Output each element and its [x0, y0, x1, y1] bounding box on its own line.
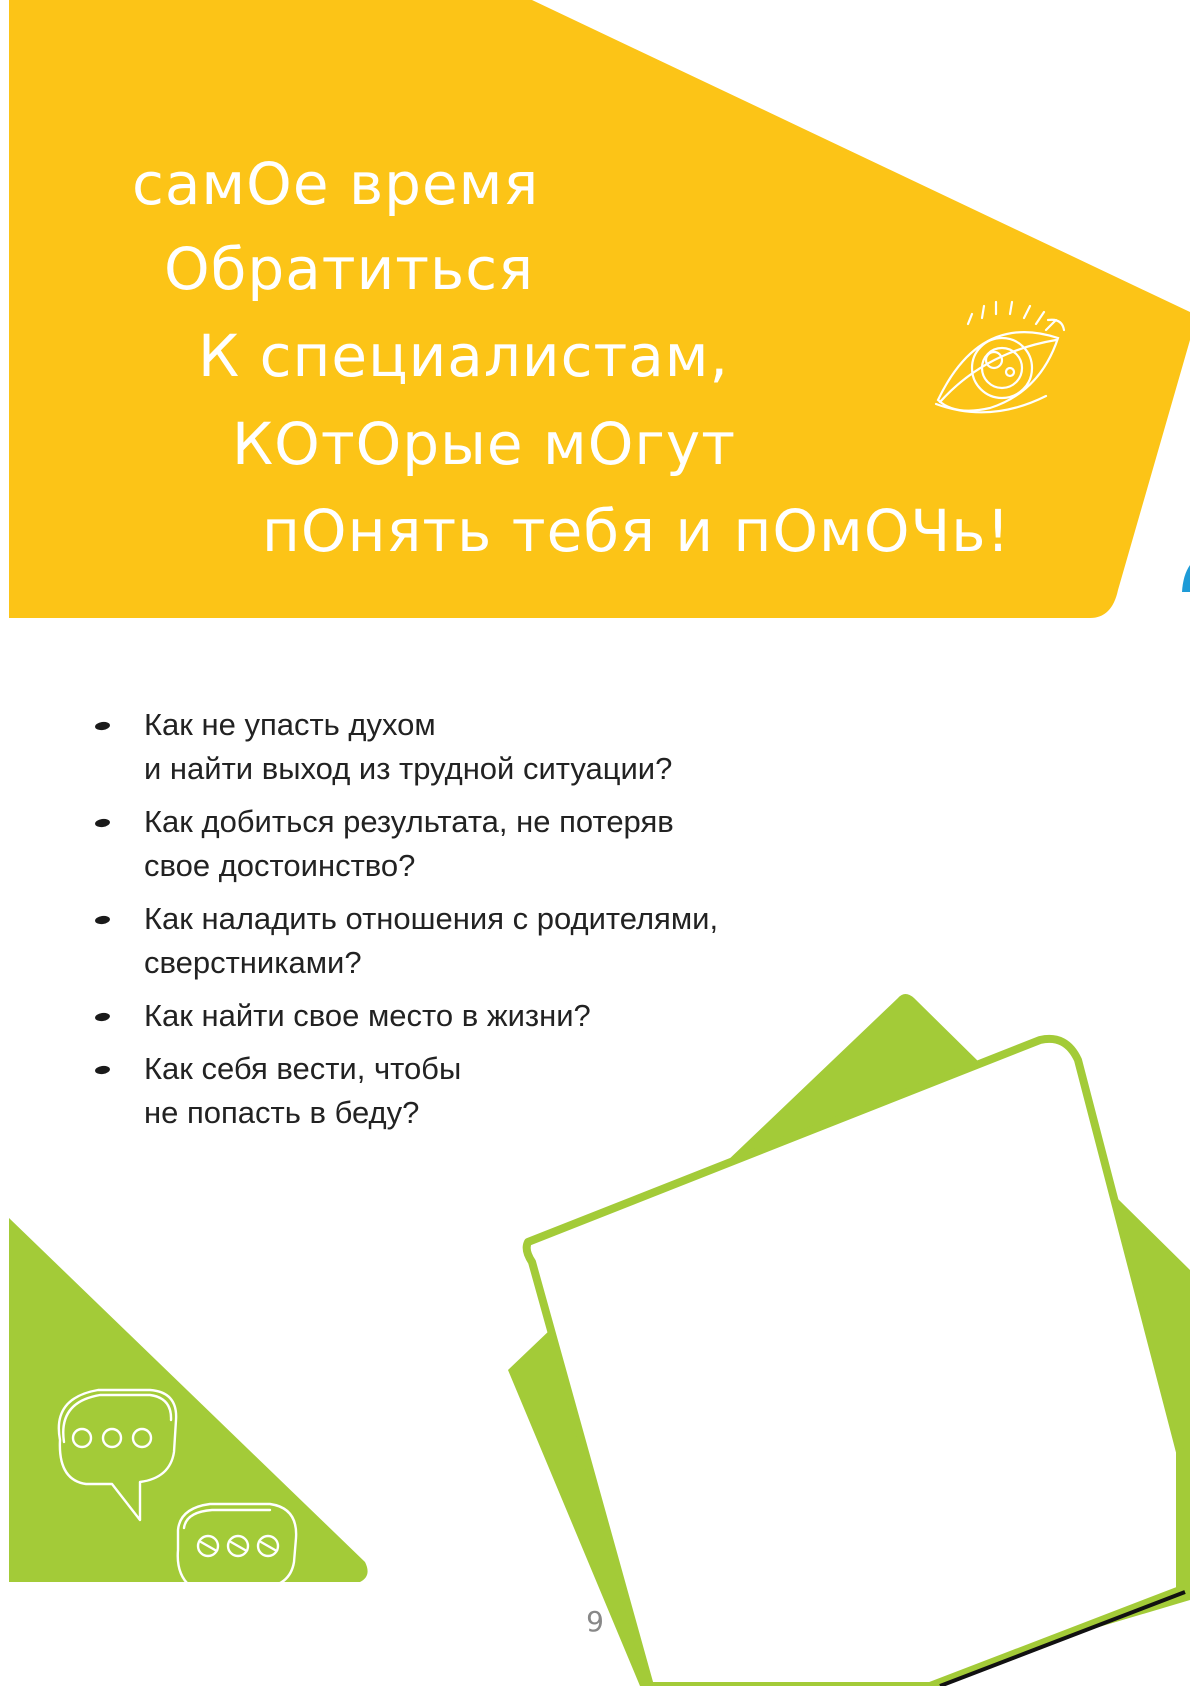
headline-line-4: КОтОрые мОгут	[232, 410, 736, 478]
question-list	[92, 703, 718, 1144]
blue-fragment-shape	[1182, 565, 1190, 592]
list-item-line-1: Как найти свое место в жизни?	[144, 998, 591, 1033]
headline-line-5: пОнять тебя и пОмОЧь!	[262, 497, 1011, 565]
page-number: 9	[586, 1605, 604, 1638]
bullet-dot-icon	[95, 1065, 111, 1075]
headline-line-2: Обратиться	[164, 235, 535, 303]
list-item-line-2: сверстниками?	[144, 945, 362, 980]
list-item-line-2: не попасть в беду?	[144, 1095, 420, 1130]
bullet-dot-icon	[95, 818, 111, 828]
list-item	[92, 1047, 718, 1135]
list-item-line-2: свое достоинство?	[144, 848, 416, 883]
bullet-dot-icon	[95, 721, 111, 731]
list-item	[92, 994, 718, 1038]
list-item-line-1: Как себя вести, чтобы	[144, 1051, 462, 1086]
list-item-line-1: Как добиться результата, не потеряв	[144, 804, 674, 839]
list-item	[92, 703, 718, 791]
headline-line-3: К специалистам,	[198, 322, 729, 390]
list-item-line-1: Как наладить отношения с родителями,	[144, 901, 719, 936]
bullet-dot-icon	[95, 915, 111, 925]
list-item-line-1: Как не упасть духом	[144, 707, 436, 742]
list-item	[92, 897, 718, 985]
green-triangle-bottom-left	[9, 1218, 368, 1582]
headline-line-1: самОе время	[132, 150, 540, 218]
list-item-line-2: и найти выход из трудной ситуации?	[144, 751, 673, 786]
list-item	[92, 800, 718, 888]
bullet-dot-icon	[95, 1012, 111, 1022]
